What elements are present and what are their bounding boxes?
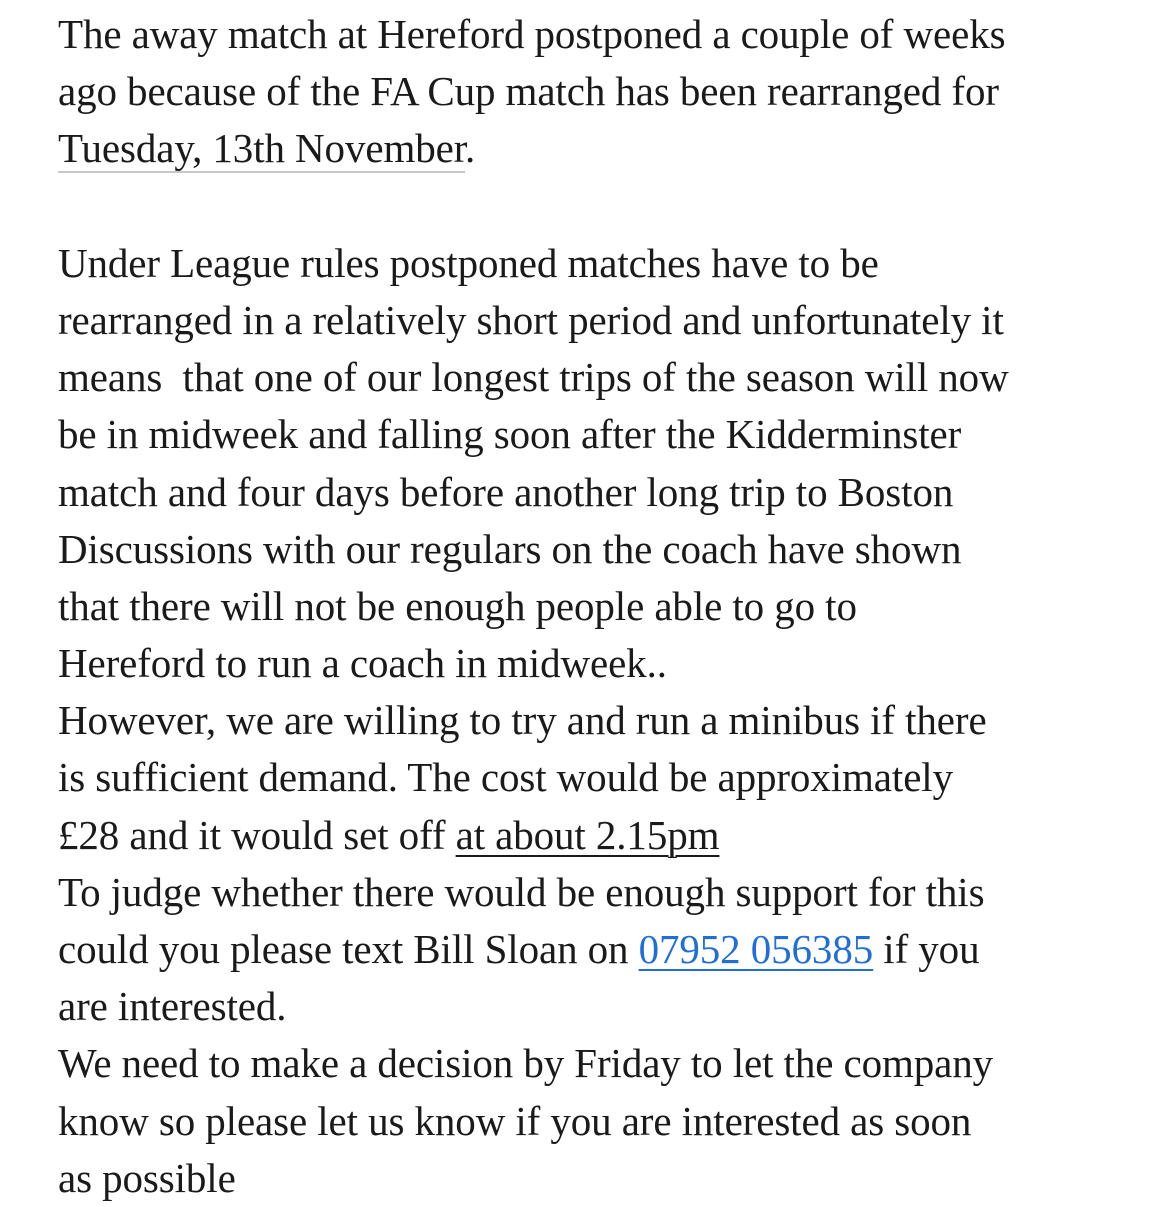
text-line — [58, 921, 1158, 978]
text-line: Discussions with our regulars on the coach have shown — [58, 525, 962, 572]
text-line: Hereford to run a coach in midweek.. — [58, 640, 667, 687]
text-line: that there will not be enough people able to go to — [58, 582, 857, 629]
text-line: We need to make a decision by Friday to let the company — [58, 1040, 994, 1087]
text-line: match and four days before another long trip to Boston — [58, 468, 954, 515]
text-line: as possible — [58, 1154, 236, 1201]
text-line: rearranged in a relatively short period and unfortunately it — [58, 296, 1004, 343]
paragraph-break — [58, 178, 1158, 235]
text-line — [58, 120, 1158, 177]
date-detected-link[interactable]: Tuesday, 13th November — [58, 125, 466, 172]
text-line: know so please let us know if you are interested as soon — [58, 1097, 972, 1144]
text-line: To judge whether there would be enough support for this — [58, 868, 985, 915]
text-line — [58, 807, 1158, 864]
text-line: means that one of our longest trips of the season will now — [58, 354, 1009, 401]
text-fragment: . — [465, 125, 476, 172]
phone-number-link[interactable]: 07952 056385 — [638, 926, 874, 972]
text-fragment: if you — [873, 926, 980, 972]
time-detected-link[interactable]: at about 2.15pm — [455, 811, 720, 858]
text-fragment: could you please text Bill Sloan on — [58, 926, 639, 972]
text-fragment: £28 and it would set off — [58, 811, 456, 858]
text-line: However, we are willing to try and run a minibus if there — [58, 697, 987, 744]
message-body — [58, 0, 1158, 1207]
text-line: be in midweek and falling soon after the Kidderminster — [58, 411, 962, 458]
text-line: The away match at Hereford postponed a couple of weeks — [58, 11, 1006, 57]
text-line: Under League rules postponed matches have to be — [58, 239, 879, 286]
text-line: ago because of the FA Cup match has been rearranged for — [58, 68, 999, 115]
text-line: are interested. — [58, 983, 287, 1030]
text-line: is sufficient demand. The cost would be approximately — [58, 754, 953, 801]
